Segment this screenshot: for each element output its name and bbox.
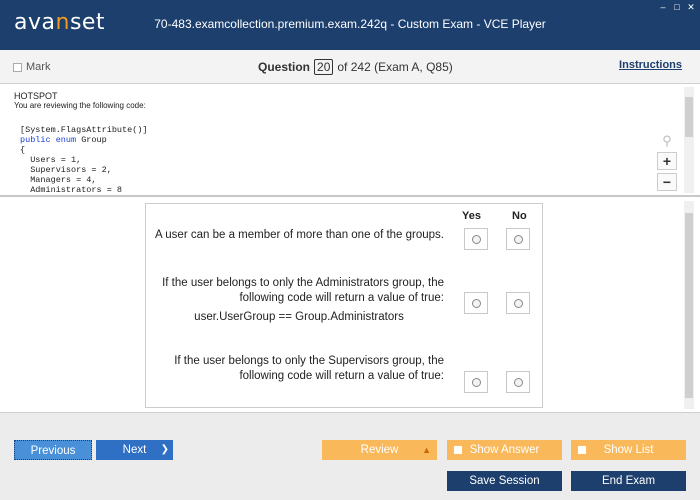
review-button[interactable] — [322, 440, 437, 460]
show-answer-label: Show Answer — [469, 444, 540, 456]
mark-label: Mark — [26, 61, 51, 73]
statement-2 — [154, 276, 444, 325]
question-intro: You are reviewing the following code: — [14, 101, 146, 110]
close-icon[interactable]: ✕ — [687, 2, 695, 12]
yes-radio-2[interactable] — [464, 292, 488, 314]
save-session-button[interactable]: Save Session — [447, 471, 562, 491]
code-line: Administrators = 8 — [20, 185, 123, 195]
question-pane — [0, 85, 700, 197]
checkbox-icon[interactable] — [454, 446, 462, 454]
scrollbar-thumb[interactable] — [685, 213, 693, 398]
app-logo: avanset — [14, 10, 106, 35]
show-answer-button[interactable] — [447, 440, 562, 460]
radio-icon[interactable] — [472, 235, 481, 244]
answer-pane — [0, 199, 700, 411]
show-list-label: Show List — [603, 444, 654, 456]
yes-radio-3[interactable] — [464, 371, 488, 393]
maximize-icon[interactable]: □ — [674, 2, 680, 12]
code-line: [System.FlagsAttribute()] — [20, 125, 148, 135]
instructions-link[interactable]: Instructions — [619, 59, 682, 71]
question-counter — [258, 59, 453, 75]
no-radio-2[interactable] — [506, 292, 530, 314]
question-type: HOTSPOT — [14, 91, 58, 101]
end-exam-button[interactable]: End Exam — [571, 471, 686, 491]
checkbox-icon[interactable] — [13, 63, 22, 72]
answer-scrollbar[interactable] — [684, 201, 694, 409]
title-bar — [0, 0, 700, 50]
code-line: Supervisors = 2, — [20, 165, 112, 175]
yes-radio-1[interactable] — [464, 228, 488, 250]
minimize-icon[interactable]: – — [660, 2, 666, 12]
navigation-bar — [0, 412, 700, 500]
next-button[interactable] — [96, 440, 173, 460]
statement-1: A user can be a member of more than one of the groups. — [155, 229, 444, 241]
window-controls — [658, 2, 696, 12]
radio-icon[interactable] — [472, 299, 481, 308]
no-radio-1[interactable] — [506, 228, 530, 250]
window-title: 70-483.examcollection.premium.exam.242q - Custom Exam - VCE Player — [154, 17, 546, 31]
statement-2-code: user.UserGroup == Group.Administrators — [194, 311, 404, 323]
triangle-up-icon: ▲ — [422, 445, 431, 455]
question-label: Question — [258, 60, 311, 74]
show-list-button[interactable] — [571, 440, 686, 460]
code-line: Users = 1, — [20, 155, 82, 165]
zoom-out-button[interactable]: − — [657, 173, 677, 191]
code-line: { — [20, 145, 26, 155]
question-header — [0, 50, 700, 84]
statement-3: If the user belongs to only the Supervisors group, the following code will return a value of true: — [174, 355, 444, 382]
question-number-input[interactable]: 20 — [314, 59, 333, 75]
mark-checkbox[interactable] — [13, 61, 50, 73]
no-column-header: No — [512, 210, 527, 222]
next-label: Next — [122, 444, 147, 456]
code-line: Managers = 4, — [20, 175, 97, 185]
checkbox-icon[interactable] — [578, 446, 586, 454]
magnifier-icon: ⚲ — [662, 133, 672, 148]
no-radio-3[interactable] — [506, 371, 530, 393]
statement-2-text: If the user belongs to only the Administrators group, the following code will return a value of true: — [162, 277, 444, 304]
previous-button[interactable]: Previous — [14, 440, 92, 460]
code-line: Group — [76, 135, 107, 145]
question-scrollbar[interactable] — [684, 87, 694, 193]
zoom-controls — [657, 133, 679, 191]
question-total: of 242 (Exam A, Q85) — [337, 60, 453, 74]
yes-column-header: Yes — [462, 210, 481, 222]
radio-icon[interactable] — [472, 378, 481, 387]
radio-icon[interactable] — [514, 299, 523, 308]
scrollbar-thumb[interactable] — [685, 97, 693, 137]
hotspot-answer-area — [145, 203, 543, 408]
code-block — [20, 125, 148, 195]
chevron-right-icon: ❯ — [160, 444, 169, 455]
radio-icon[interactable] — [514, 378, 523, 387]
zoom-in-button[interactable]: + — [657, 152, 677, 170]
radio-icon[interactable] — [514, 235, 523, 244]
review-label: Review — [360, 444, 399, 456]
code-keyword: public enum — [20, 135, 77, 145]
